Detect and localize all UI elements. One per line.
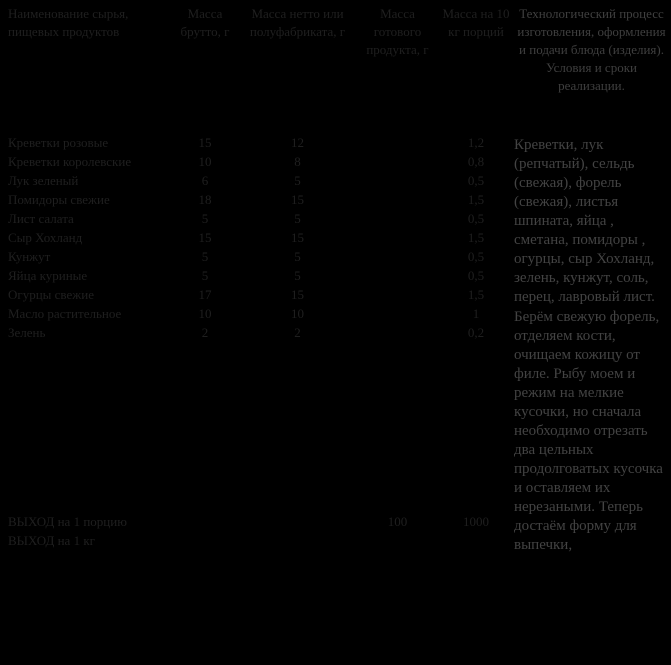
per10kg-cell: 0,5 xyxy=(467,173,485,188)
ready-cell xyxy=(355,133,440,152)
brutto-cell: 5 xyxy=(201,268,209,283)
instructions-paragraph: Берём свежую форель, отделяем кости, очищаем кожицу от филе. Рыбу моем и режим на мелкие кусочки, но сначала необходимо отрезать два цельных продолговатых кусочка и оставляем их нерезаными. Теперь достаём форму для выпечки, xyxy=(514,309,663,553)
netto-cell: 8 xyxy=(294,154,301,169)
table-row xyxy=(0,228,512,247)
netto-cell: 5 xyxy=(294,173,301,188)
ready-cell xyxy=(355,190,440,209)
table-header-row xyxy=(0,0,671,95)
header-mass-brutto: Масса брутто, г xyxy=(180,6,230,39)
per10kg-cell: 0,5 xyxy=(467,211,485,226)
per10kg-cell: 0,5 xyxy=(467,268,485,283)
output-row-per-portion xyxy=(0,512,512,531)
ready-cell xyxy=(355,266,440,285)
table-row xyxy=(0,323,512,342)
header-ingredient-name: Наименование сырья, пищевых продуктов xyxy=(8,6,129,39)
netto-cell: 2 xyxy=(294,325,301,340)
output-rows xyxy=(0,512,512,550)
netto-cell: 15 xyxy=(291,192,304,207)
per10kg-cell: 1,5 xyxy=(467,230,485,245)
ready-cell xyxy=(355,228,440,247)
output-ready-value xyxy=(355,531,440,550)
table-row xyxy=(0,133,512,152)
brutto-cell: 15 xyxy=(198,230,212,245)
header-mass-ready: Масса готового продукта, г xyxy=(366,6,429,57)
table-row xyxy=(0,152,512,171)
ingredient-name-cell: Масло растительное xyxy=(8,306,122,321)
ready-cell xyxy=(355,323,440,342)
output-row-per-kg xyxy=(0,531,512,550)
process-column xyxy=(514,136,664,555)
per10kg-cell: 1,2 xyxy=(467,135,485,150)
ingredient-name-cell: Зелень xyxy=(8,325,46,340)
per10kg-cell: 1,5 xyxy=(467,192,485,207)
output-per10kg-value: 1000 xyxy=(463,514,489,529)
netto-cell: 15 xyxy=(291,230,304,245)
per10kg-cell: 1 xyxy=(472,306,480,321)
brutto-cell: 15 xyxy=(198,135,212,150)
table-row xyxy=(0,304,512,323)
ingredient-name-cell: Огурцы свежие xyxy=(8,287,94,302)
per10kg-cell: 0,8 xyxy=(467,154,485,169)
per10kg-cell: 1,5 xyxy=(467,287,485,302)
brutto-cell: 10 xyxy=(198,306,212,321)
per10kg-cell: 0,2 xyxy=(467,325,485,340)
ready-cell xyxy=(355,209,440,228)
header-process: Технологический процесс изготовления, оформления и подачи блюда (изделия). Условия и сроки реализации. xyxy=(517,6,666,93)
ingredient-name-cell: Креветки королевские xyxy=(8,154,132,169)
netto-cell: 12 xyxy=(291,135,304,150)
table-row xyxy=(0,190,512,209)
ingredient-name-cell: Сыр Хохланд xyxy=(8,230,83,245)
ingredient-name-cell: Яйца куриные xyxy=(8,268,88,283)
netto-cell: 10 xyxy=(291,306,304,321)
per10kg-cell: 0,5 xyxy=(467,249,485,264)
ingredient-name-cell: Креветки розовые xyxy=(8,135,109,150)
ready-cell xyxy=(355,285,440,304)
brutto-cell: 2 xyxy=(201,325,209,340)
ready-cell xyxy=(355,171,440,190)
brutto-cell: 6 xyxy=(201,173,209,188)
ingredients-table-body xyxy=(0,133,512,342)
netto-cell: 5 xyxy=(294,249,301,264)
output-ready-value: 100 xyxy=(387,514,408,529)
netto-cell: 15 xyxy=(291,287,304,302)
ingredient-name-cell: Лук зеленый xyxy=(8,173,79,188)
output-per10kg-value xyxy=(440,531,512,550)
header-mass-netto: Масса нетто или полуфабриката, г xyxy=(249,6,346,39)
brutto-cell: 17 xyxy=(198,287,212,302)
ingredients-list-paragraph: Креветки, лук (репчатый), сельдь (свежая), форель (свежая), листья шпината, яйца , сметана, помидоры , огурцы, сыр Хохланд, зелень, кунжут, соль, перец, лавровый лист. xyxy=(514,137,655,305)
ready-cell xyxy=(355,247,440,266)
table-row xyxy=(0,247,512,266)
ingredient-name-cell: Помидоры свежие xyxy=(8,192,110,207)
table-row xyxy=(0,209,512,228)
brutto-cell: 10 xyxy=(198,154,212,169)
netto-cell: 5 xyxy=(294,211,301,226)
output-label: ВЫХОД на 1 порцию xyxy=(8,514,127,529)
table-row xyxy=(0,285,512,304)
brutto-cell: 18 xyxy=(198,192,212,207)
ingredient-name-cell: Лист салата xyxy=(8,211,74,226)
output-label: ВЫХОД на 1 кг xyxy=(8,533,95,548)
netto-cell: 5 xyxy=(294,268,301,283)
ingredient-name-cell: Кунжут xyxy=(8,249,51,264)
ready-cell xyxy=(355,152,440,171)
header-mass-per-10kg: Масса на 10 кг порций xyxy=(442,6,510,39)
table-row xyxy=(0,266,512,285)
brutto-cell: 5 xyxy=(201,249,209,264)
ready-cell xyxy=(355,304,440,323)
brutto-cell: 5 xyxy=(201,211,209,226)
table-row xyxy=(0,171,512,190)
